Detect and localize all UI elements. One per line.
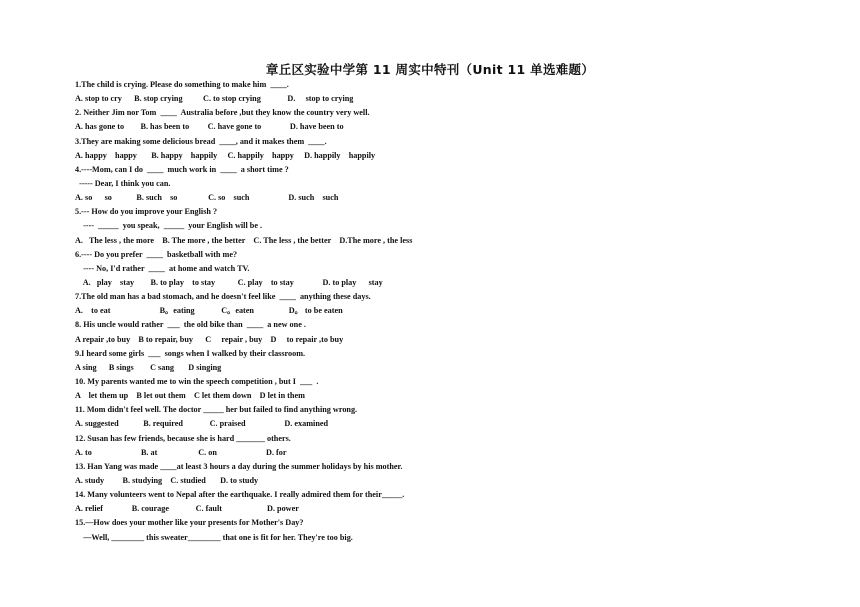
text-line: ----- Dear, I think you can.	[75, 178, 171, 188]
text-line: 6.---- Do you prefer ____ basketball with me?	[75, 249, 238, 259]
text-line: 5.--- How do you improve your English ?	[75, 207, 218, 217]
text-line: A. play stay B. to play to stay C. play to stay D. to play stay	[75, 277, 383, 287]
text-line: A let them up B let out them C let them down D let in them	[75, 391, 305, 401]
text-line: 14. Many volunteers went to Nepal after the earthquake. I really admired them for their_____.	[75, 490, 405, 500]
text-line: A. study B. studying C. studied D. to study	[75, 475, 259, 485]
text-line: A sing B sings C sang D singing	[75, 362, 222, 372]
text-line: A. so so B. such so C. so such D. such such	[75, 193, 339, 203]
text-line: 8. His uncle would rather ___ the old bike than ____ a new one .	[75, 320, 306, 330]
question-list	[75, 78, 795, 545]
text-line: A. suggested B. required C. praised D. examined	[75, 419, 329, 429]
text-line: 3.They are making some delicious bread ____, and it makes them ____.	[75, 136, 327, 146]
text-line: 7.The old man has a bad stomach, and he doesn't feel like ____ anything these days.	[75, 292, 371, 302]
text-line: A. The less , the more B. The more , the better C. The less , the better D.The more , the less	[75, 235, 413, 245]
text-line: 1.The child is crying. Please do something to make him ____.	[75, 80, 289, 89]
text-line: A. has gone to B. has been to C. have gone to D. have been to	[75, 122, 344, 132]
text-line: 2. Neither Jim nor Tom ____ Australia before ,but they know the country very well.	[75, 108, 370, 118]
text-line: —Well, ________ this sweater________ that one is fit for her. They're too big.	[75, 532, 353, 542]
text-line: A. to B. at C. on D. for	[75, 447, 287, 457]
text-line: A. happy happy B. happy happily C. happily happy D. happily happily	[75, 150, 376, 160]
text-line: 4.----Mom, can I do ____ much work in ____ a short time ?	[75, 164, 289, 174]
text-line: 11. Mom didn't feel well. The doctor _____ her but failed to find anything wrong.	[75, 405, 358, 415]
text-line: 10. My parents wanted me to win the speech competition , but I ___ .	[75, 376, 319, 386]
text-line: 15.—How does your mother like your presents for Mother's Day?	[75, 518, 304, 528]
text-line: A. stop to cry B. stop crying C. to stop crying D. stop to crying	[75, 94, 354, 104]
text-line: 13. Han Yang was made ____at least 3 hours a day during the summer holidays by his mother.	[75, 461, 403, 471]
text-line: ---- _____ you speak, _____ your English will be .	[75, 221, 263, 231]
text-line: ---- No, I'd rather ____ at home and watch TV.	[75, 263, 250, 273]
text-line: 12. Susan has few friends, because she is hard _______ others.	[75, 433, 291, 443]
text-line: A. relief B. courage C. fault D. power	[75, 504, 299, 514]
text-line: A. to eat B。eating C。eaten D。 to be eaten	[75, 306, 343, 316]
page-title: 章丘区实验中学第 11 周实中特刊（Unit 11 单选难题）	[265, 62, 595, 77]
text-line: 9.I heard some girls ___ songs when I walked by their classroom.	[75, 348, 306, 358]
text-line: A repair ,to buy B to repair, buy C repair , buy D to repair ,to buy	[75, 334, 344, 344]
